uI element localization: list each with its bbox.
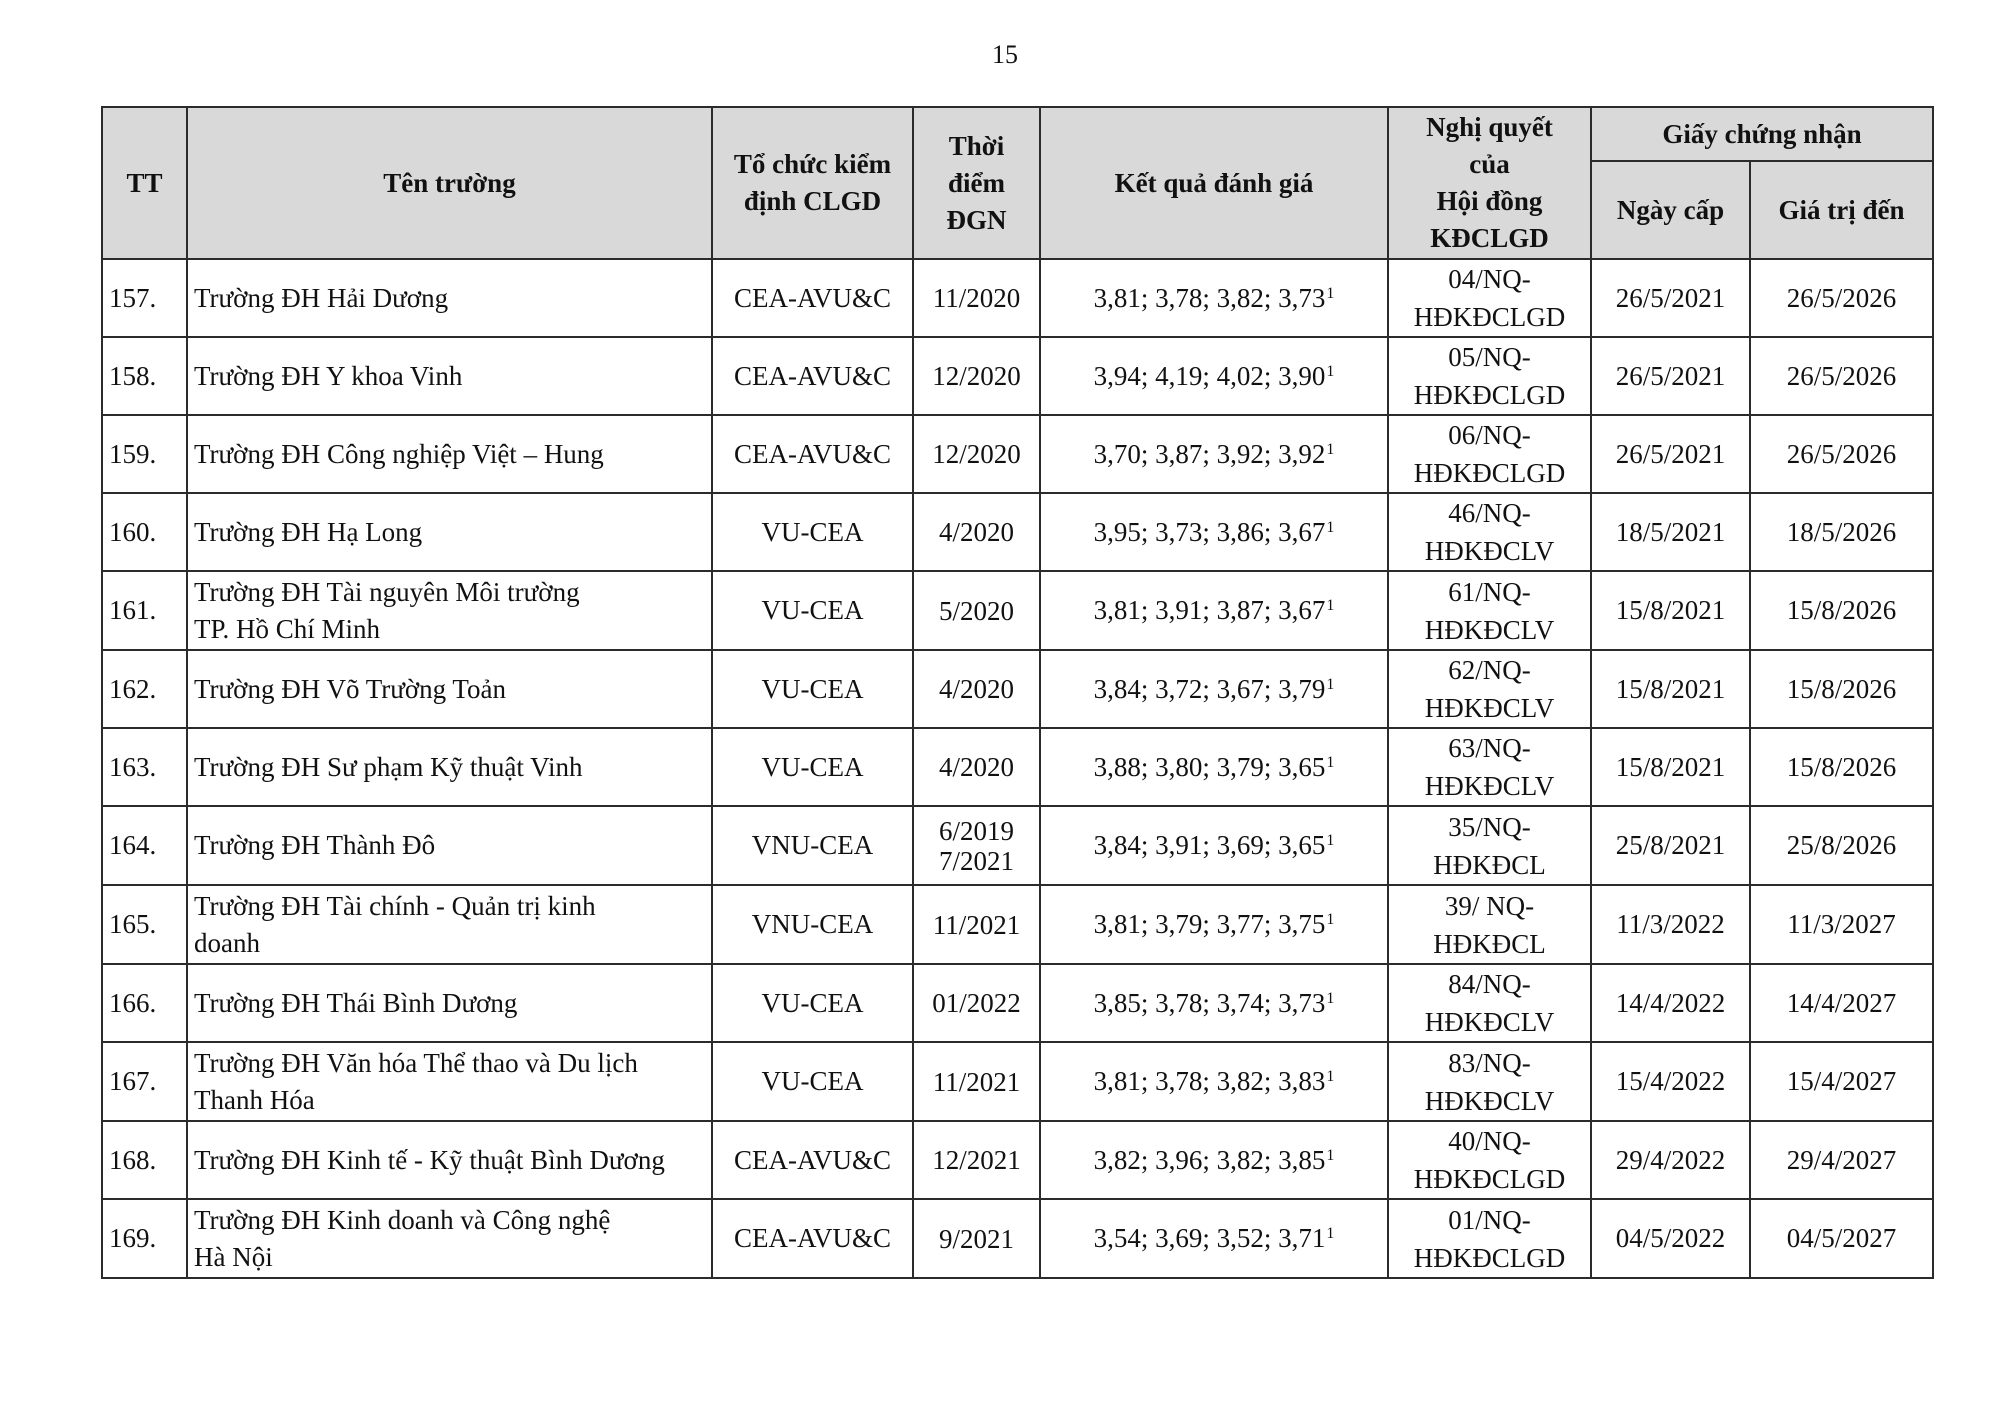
valid-until: 25/8/2026 (1750, 806, 1933, 885)
evaluation-scores: 3,84; 3,72; 3,67; 3,79$^1$ (1040, 650, 1388, 728)
school-name: Trường ĐH Võ Trường Toản (187, 650, 712, 728)
header-valid-until: Giá trị đến (1750, 161, 1933, 259)
accreditation-org: CEA-AVU&C (712, 1121, 913, 1199)
school-name: Trường ĐH Sư phạm Kỹ thuật Vinh (187, 728, 712, 806)
row-number: 159. (102, 415, 187, 493)
footnote-marker: 1 (1326, 753, 1335, 771)
row-number: 167. (102, 1042, 187, 1121)
evaluation-time: 9/2021 (913, 1199, 1040, 1278)
footnote-marker: 1 (1326, 518, 1335, 536)
resolution-number: 46/NQ- HĐKĐCLV (1388, 493, 1591, 571)
row-number: 165. (102, 885, 187, 964)
resolution-number: 35/NQ- HĐKĐCL (1388, 806, 1591, 885)
table-row (102, 1199, 1933, 1278)
row-number: 160. (102, 493, 187, 571)
table-row (102, 259, 1933, 337)
evaluation-scores: 3,82; 3,96; 3,82; 3,85$^1$ (1040, 1121, 1388, 1199)
accreditation-org: CEA-AVU&C (712, 415, 913, 493)
valid-until: 26/5/2026 (1750, 259, 1933, 337)
row-number: 161. (102, 571, 187, 650)
evaluation-scores: 3,84; 3,91; 3,69; 3,65$^1$ (1040, 806, 1388, 885)
accreditation-org: CEA-AVU&C (712, 259, 913, 337)
evaluation-time: 11/2020 (913, 259, 1040, 337)
valid-until: 15/4/2027 (1750, 1042, 1933, 1121)
page-number: 15 (992, 40, 1018, 69)
row-number: 168. (102, 1121, 187, 1199)
header-certificate: Giấy chứng nhận (1591, 107, 1933, 161)
accreditation-org: VU-CEA (712, 571, 913, 650)
accreditation-org: VU-CEA (712, 728, 913, 806)
school-name: Trường ĐH Hải Dương (187, 259, 712, 337)
footnote-marker: 1 (1326, 284, 1335, 302)
evaluation-scores: 3,81; 3,79; 3,77; 3,75$^1$ (1040, 885, 1388, 964)
footnote-marker: 1 (1326, 440, 1335, 458)
valid-until: 15/8/2026 (1750, 650, 1933, 728)
school-name: Trường ĐH Tài nguyên Môi trường TP. Hồ Chí Minh (187, 571, 712, 650)
footnote-marker: 1 (1326, 989, 1335, 1007)
evaluation-scores: 3,95; 3,73; 3,86; 3,67$^1$ (1040, 493, 1388, 571)
valid-until: 04/5/2027 (1750, 1199, 1933, 1278)
accreditation-org: VU-CEA (712, 650, 913, 728)
footnote-marker: 1 (1326, 1225, 1335, 1242)
evaluation-time: 4/2020 (913, 493, 1040, 571)
footnote-marker: 1 (1326, 597, 1335, 614)
valid-until: 11/3/2027 (1750, 885, 1933, 964)
accreditation-table (101, 106, 1934, 1279)
evaluation-time: 12/2021 (913, 1121, 1040, 1199)
footnote-marker: 1 (1326, 1068, 1335, 1085)
accreditation-org: VU-CEA (712, 1042, 913, 1121)
accreditation-org: VNU-CEA (712, 885, 913, 964)
issue-date: 15/4/2022 (1591, 1042, 1750, 1121)
table-row (102, 806, 1933, 885)
issue-date: 15/8/2021 (1591, 728, 1750, 806)
evaluation-time: 01/2022 (913, 964, 1040, 1042)
valid-until: 29/4/2027 (1750, 1121, 1933, 1199)
table-row (102, 337, 1933, 415)
issue-date: 15/8/2021 (1591, 571, 1750, 650)
footnote-marker: 1 (1326, 911, 1335, 928)
issue-date: 26/5/2021 (1591, 259, 1750, 337)
table-row (102, 728, 1933, 806)
table-row (102, 571, 1933, 650)
issue-date: 26/5/2021 (1591, 337, 1750, 415)
footnote-marker: 1 (1326, 832, 1335, 849)
evaluation-time: 12/2020 (913, 415, 1040, 493)
resolution-number: 05/NQ- HĐKĐCLGD (1388, 337, 1591, 415)
evaluation-scores: 3,70; 3,87; 3,92; 3,92$^1$ (1040, 415, 1388, 493)
resolution-number: 04/NQ- HĐKĐCLGD (1388, 259, 1591, 337)
table-row (102, 650, 1933, 728)
resolution-number: 63/NQ- HĐKĐCLV (1388, 728, 1591, 806)
school-name: Trường ĐH Kinh tế - Kỹ thuật Bình Dương (187, 1121, 712, 1199)
accreditation-org: VU-CEA (712, 964, 913, 1042)
school-name: Trường ĐH Hạ Long (187, 493, 712, 571)
school-name: Trường ĐH Thành Đô (187, 806, 712, 885)
resolution-number: 61/NQ- HĐKĐCLV (1388, 571, 1591, 650)
evaluation-scores: 3,88; 3,80; 3,79; 3,65$^1$ (1040, 728, 1388, 806)
table-row (102, 964, 1933, 1042)
school-name: Trường ĐH Văn hóa Thể thao và Du lịch Thanh Hóa (187, 1042, 712, 1121)
evaluation-scores: 3,54; 3,69; 3,52; 3,71$^1$ (1040, 1199, 1388, 1278)
accreditation-org: CEA-AVU&C (712, 337, 913, 415)
row-number: 164. (102, 806, 187, 885)
header-resolution: Nghị quyết của Hội đồng KĐCLGD (1388, 107, 1591, 259)
accreditation-org: CEA-AVU&C (712, 1199, 913, 1278)
issue-date: 18/5/2021 (1591, 493, 1750, 571)
footnote-marker: 1 (1326, 362, 1335, 380)
school-name: Trường ĐH Kinh doanh và Công nghệ Hà Nội (187, 1199, 712, 1278)
evaluation-scores: 3,81; 3,91; 3,87; 3,67$^1$ (1040, 571, 1388, 650)
row-number: 163. (102, 728, 187, 806)
valid-until: 26/5/2026 (1750, 337, 1933, 415)
row-number: 166. (102, 964, 187, 1042)
issue-date: 15/8/2021 (1591, 650, 1750, 728)
footnote-marker: 1 (1326, 675, 1335, 693)
issue-date: 04/5/2022 (1591, 1199, 1750, 1278)
evaluation-time: 11/2021 (913, 1042, 1040, 1121)
table-row (102, 1042, 1933, 1121)
resolution-number: 40/NQ- HĐKĐCLGD (1388, 1121, 1591, 1199)
evaluation-scores: 3,81; 3,78; 3,82; 3,73$^1$ (1040, 259, 1388, 337)
table-row (102, 415, 1933, 493)
evaluation-scores: 3,94; 4,19; 4,02; 3,90$^1$ (1040, 337, 1388, 415)
row-number: 157. (102, 259, 187, 337)
issue-date: 11/3/2022 (1591, 885, 1750, 964)
evaluation-scores: 3,85; 3,78; 3,74; 3,73$^1$ (1040, 964, 1388, 1042)
evaluation-time: 6/2019 7/2021 (913, 806, 1040, 885)
resolution-number: 84/NQ- HĐKĐCLV (1388, 964, 1591, 1042)
school-name: Trường ĐH Thái Bình Dương (187, 964, 712, 1042)
header-tt: TT (102, 107, 187, 259)
valid-until: 14/4/2027 (1750, 964, 1933, 1042)
header-school-name: Tên trường (187, 107, 712, 259)
table-row (102, 493, 1933, 571)
table-row (102, 1121, 1933, 1199)
evaluation-time: 5/2020 (913, 571, 1040, 650)
issue-date: 14/4/2022 (1591, 964, 1750, 1042)
issue-date: 25/8/2021 (1591, 806, 1750, 885)
resolution-number: 01/NQ- HĐKĐCLGD (1388, 1199, 1591, 1278)
row-number: 162. (102, 650, 187, 728)
accreditation-org: VNU-CEA (712, 806, 913, 885)
evaluation-scores: 3,81; 3,78; 3,82; 3,83$^1$ (1040, 1042, 1388, 1121)
header-evaluation-result: Kết quả đánh giá (1040, 107, 1388, 259)
table-row (102, 885, 1933, 964)
school-name: Trường ĐH Y khoa Vinh (187, 337, 712, 415)
resolution-number: 62/NQ- HĐKĐCLV (1388, 650, 1591, 728)
accreditation-org: VU-CEA (712, 493, 913, 571)
evaluation-time: 4/2020 (913, 728, 1040, 806)
valid-until: 18/5/2026 (1750, 493, 1933, 571)
valid-until: 15/8/2026 (1750, 571, 1933, 650)
school-name: Trường ĐH Công nghiệp Việt – Hung (187, 415, 712, 493)
evaluation-time: 12/2020 (913, 337, 1040, 415)
row-number: 158. (102, 337, 187, 415)
footnote-marker: 1 (1326, 1146, 1335, 1164)
evaluation-time: 4/2020 (913, 650, 1040, 728)
resolution-number: 39/ NQ- HĐKĐCL (1388, 885, 1591, 964)
resolution-number: 83/NQ- HĐKĐCLV (1388, 1042, 1591, 1121)
header-issue-date: Ngày cấp (1591, 161, 1750, 259)
header-evaluation-time: Thời điểm ĐGN (913, 107, 1040, 259)
header-accreditation-org: Tổ chức kiểm định CLGD (712, 107, 913, 259)
issue-date: 26/5/2021 (1591, 415, 1750, 493)
valid-until: 26/5/2026 (1750, 415, 1933, 493)
resolution-number: 06/NQ- HĐKĐCLGD (1388, 415, 1591, 493)
row-number: 169. (102, 1199, 187, 1278)
school-name: Trường ĐH Tài chính - Quản trị kinh doanh (187, 885, 712, 964)
valid-until: 15/8/2026 (1750, 728, 1933, 806)
evaluation-time: 11/2021 (913, 885, 1040, 964)
issue-date: 29/4/2022 (1591, 1121, 1750, 1199)
